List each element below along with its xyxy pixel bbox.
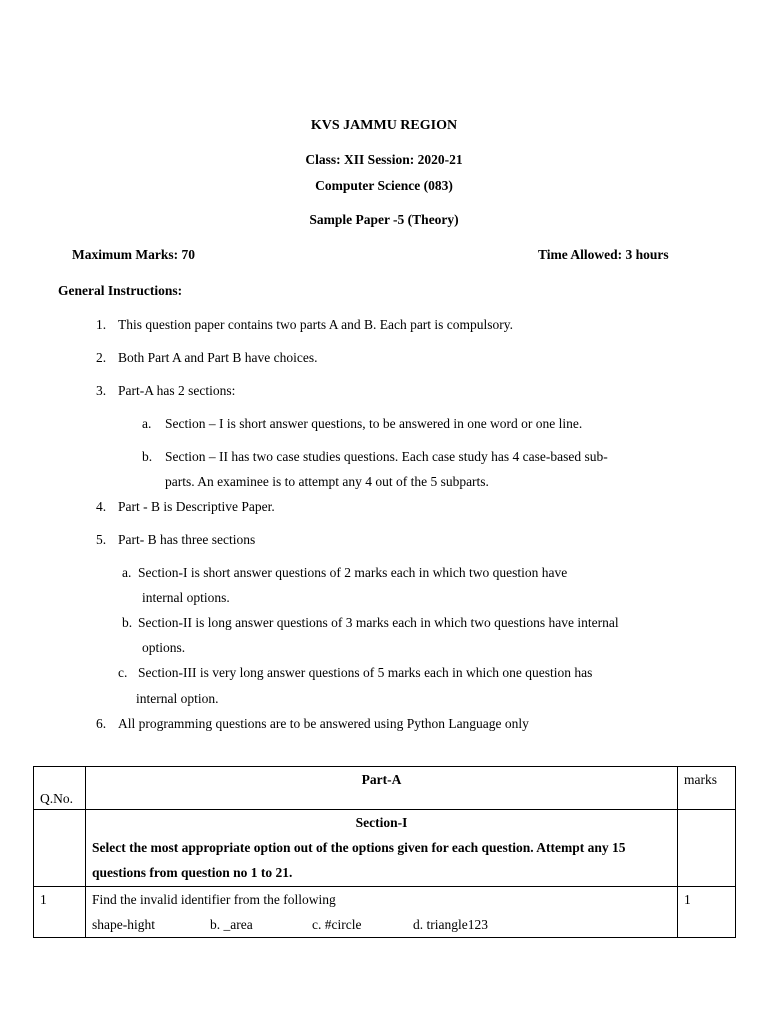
instruction-number: 5.: [96, 532, 107, 547]
instruction-continuation: options.: [142, 640, 186, 655]
instruction-text: Section – I is short answer questions, to be answered in one word or one line.: [165, 416, 583, 431]
instruction-continuation: internal options.: [142, 590, 230, 605]
instruction-number: 3.: [96, 383, 107, 398]
instruction-number: 6.: [96, 716, 107, 731]
option-a: shape-hight: [92, 917, 155, 932]
class-session: Class: XII Session: 2020-21: [305, 152, 463, 167]
instruction-number: b.: [142, 449, 153, 464]
instruction-text: Section-III is very long answer questions of 5 marks each in which one question has: [138, 665, 593, 680]
time-allowed: Time Allowed: 3 hours: [538, 247, 669, 262]
question-text: Find the invalid identifier from the following: [92, 892, 336, 907]
instruction-text: Both Part A and Part B have choices.: [118, 350, 318, 365]
question-options: [92, 912, 671, 937]
subject-title: Computer Science (083): [315, 178, 453, 193]
instruction-continuation: internal option.: [136, 691, 219, 706]
option-c: c. #circle: [312, 917, 362, 932]
section-row: [34, 810, 736, 887]
instructions-heading: General Instructions:: [58, 283, 183, 298]
section-title: Section-I: [355, 815, 408, 830]
instruction-number: a.: [142, 416, 152, 431]
option-b: b. _area: [210, 917, 253, 932]
question-table: [33, 766, 736, 938]
instruction-text: This question paper contains two parts A and B. Each part is compulsory.: [118, 317, 514, 332]
marks-header: marks: [678, 767, 736, 810]
instruction-text: Part- B has three sections: [118, 532, 256, 547]
instruction-number: c.: [118, 665, 128, 680]
qno-header-cell: [34, 767, 86, 810]
question-number: 1: [34, 887, 86, 938]
table-row: [34, 887, 736, 938]
instruction-text: Part - B is Descriptive Paper.: [118, 499, 275, 514]
instruction-continuation: parts. An examinee is to attempt any 4 out of the 5 subparts.: [165, 474, 489, 489]
instruction-number: a.: [122, 565, 132, 580]
option-d: d. triangle123: [413, 917, 488, 932]
section-instruction: Select the most appropriate option out of the options given for each question. Attempt any 15 questions from question no 1 to 21.: [92, 840, 626, 880]
section-cell: [86, 810, 678, 887]
instruction-text: Part-A has 2 sections:: [118, 383, 236, 398]
instruction-text: Section-II is long answer questions of 3 marks each in which two questions have internal: [138, 615, 619, 630]
instruction-number: b.: [122, 615, 133, 630]
instruction-number: 2.: [96, 350, 107, 365]
region-title: KVS JAMMU REGION: [310, 118, 458, 133]
instruction-number: 1.: [96, 317, 107, 332]
instruction-text: Section-I is short answer questions of 2 marks each in which two question have: [138, 565, 568, 580]
question-marks: 1: [678, 887, 736, 938]
instruction-text: All programming questions are to be answered using Python Language only: [118, 716, 529, 731]
qno-header: Q.No.: [40, 791, 73, 806]
paper-title: Sample Paper -5 (Theory): [309, 212, 459, 227]
question-cell: [86, 887, 678, 938]
instruction-text: Section – II has two case studies questions. Each case study has 4 case-based sub-: [165, 449, 608, 464]
max-marks: Maximum Marks: 70: [72, 247, 195, 262]
instruction-number: 4.: [96, 499, 107, 514]
part-header: Part-A: [86, 767, 678, 810]
table-header-row: [34, 767, 736, 810]
